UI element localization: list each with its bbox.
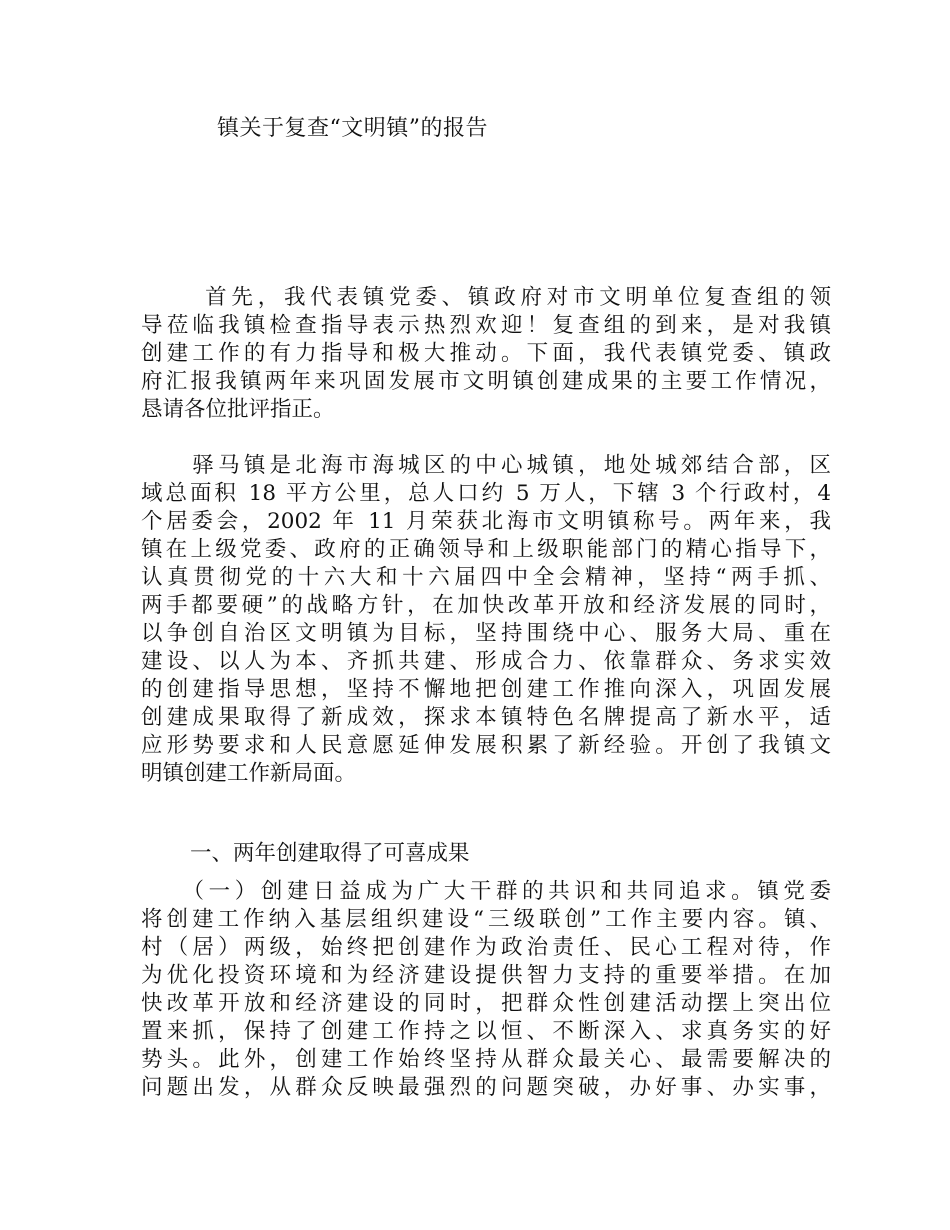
paragraph-line: 驿马镇是北海市海城区的中心城镇，地处城郊结合部，区: [141, 453, 831, 478]
paragraph-line: 镇在上级党委、政府的正确领导和上级职能部门的精心指导下，: [141, 537, 831, 562]
paragraph-line: 应形势要求和人民意愿延伸发展积累了新经验。开创了我镇文: [141, 733, 831, 758]
paragraph-line: （一）创建日益成为广大干群的共识和共同追求。镇党委: [141, 879, 831, 904]
paragraph-line: 恳请各位批评指正。: [141, 397, 335, 422]
section-paragraph: [141, 878, 831, 1102]
paragraph-line: 明镇创建工作新局面。: [141, 761, 357, 786]
paragraph-line: 府汇报我镇两年来巩固发展市文明镇创建成果的主要工作情况，: [141, 369, 831, 394]
paragraph-line: 的创建指导思想，坚持不懈地把创建工作推向深入，巩固发展: [141, 677, 831, 702]
paragraph-line: 为优化投资环境和为经济建设提供智力支持的重要举措。在加: [141, 963, 831, 988]
document-title: 镇关于复查“文明镇”的报告: [217, 116, 488, 141]
paragraph-line: 认真贯彻党的十六大和十六届四中全会精神，坚持“两手抓、: [141, 565, 831, 590]
paragraph-line: 置来抓，保持了创建工作持之以恒、不断深入、求真务实的好: [141, 1019, 831, 1044]
background-paragraph: [141, 452, 831, 788]
paragraph-line: 个居委会，2002 年 11 月荣获北海市文明镇称号。两年来，我: [141, 509, 831, 534]
paragraph-line: 将创建工作纳入基层组织建设“三级联创”工作主要内容。镇、: [141, 907, 831, 932]
paragraph-line: 创建成果取得了新成效，探求本镇特色名牌提高了新水平，适: [141, 705, 831, 730]
paragraph-line: 导莅临我镇检查指导表示热烈欢迎！复查组的到来，是对我镇: [141, 313, 831, 338]
paragraph-line: 以争创自治区文明镇为目标，坚持围绕中心、服务大局、重在: [141, 621, 831, 646]
paragraph-line: 问题出发，从群众反映最强烈的问题突破，办好事、办实事，: [141, 1075, 831, 1100]
paragraph-line: 首先，我代表镇党委、镇政府对市文明单位复查组的领: [141, 285, 831, 310]
section-heading: 一、两年创建取得了可喜成果: [190, 841, 470, 866]
paragraph-line: 创建工作的有力指导和极大推动。下面，我代表镇党委、镇政: [141, 341, 831, 366]
paragraph-line: 域总面积 18 平方公里，总人口约 5 万人，下辖 3 个行政村，4: [141, 481, 831, 506]
intro-paragraph: [141, 284, 831, 424]
paragraph-line: 村（居）两级，始终把创建作为政治责任、民心工程对待，作: [141, 935, 831, 960]
paragraph-line: 两手都要硬”的战略方针，在加快改革开放和经济发展的同时，: [141, 593, 831, 618]
paragraph-line: 势头。此外，创建工作始终坚持从群众最关心、最需要解决的: [141, 1047, 831, 1072]
paragraph-line: 建设、以人为本、齐抓共建、形成合力、依靠群众、务求实效: [141, 649, 831, 674]
paragraph-line: 快改革开放和经济建设的同时，把群众性创建活动摆上突出位: [141, 991, 831, 1016]
